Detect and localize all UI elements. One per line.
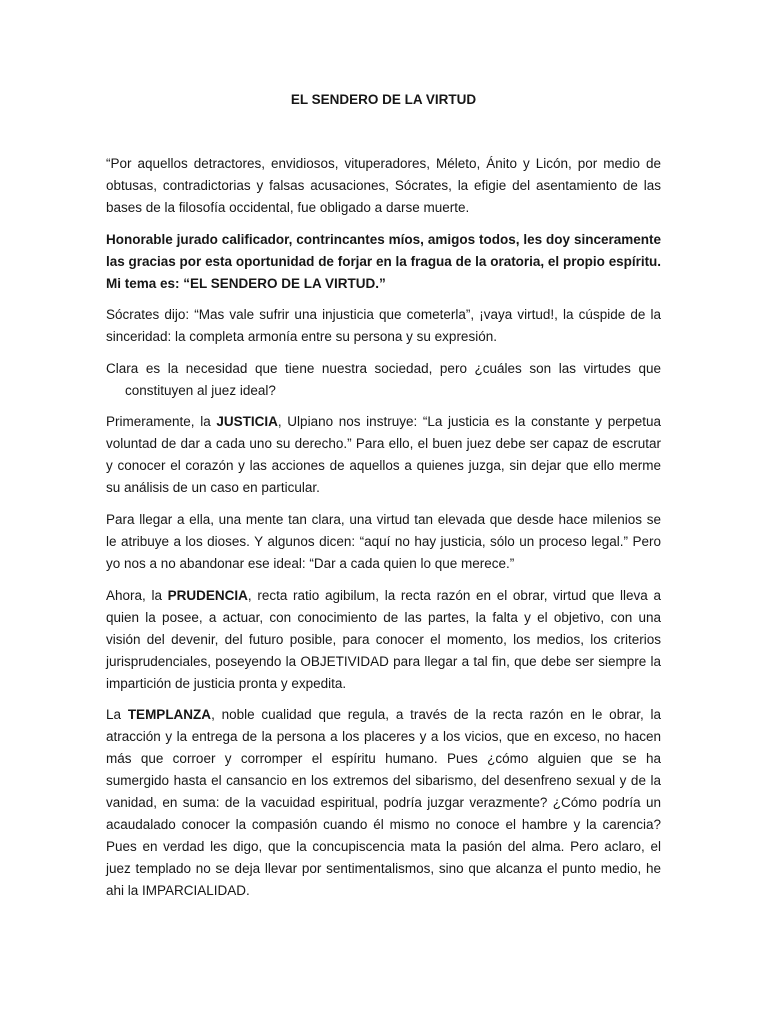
keyword-justicia: JUSTICIA <box>216 414 278 430</box>
text-line: su análisis de un caso en particular. <box>106 480 320 496</box>
text-line: y conocer el corazón y las acciones de aquellos a quienes juzga, sin dejar que ello merme <box>106 458 661 474</box>
text-line: Pues en verdad les digo, que la concupiscencia mata la pasión del alma. Pero aclaro, el <box>106 839 661 855</box>
paragraph-intro-quote <box>106 153 661 219</box>
text-line: Para llegar a ella, una mente tan clara, una virtud tan elevada que desde hace milenios se <box>106 511 661 527</box>
text-line: atracción y la entrega de la persona a los placeres y a los vicios, que en exceso, no hacen <box>106 729 661 745</box>
text-line: Sócrates dijo: “Mas vale sufrir una injusticia que cometerla”, ¡vaya virtud!, la cúspide de la <box>106 307 661 323</box>
text-line: bases de la filosofía occidental, fue obligado a darse muerte. <box>106 200 470 215</box>
text-line: visión del devenir, del futuro posible, para conocer el momento, los medios, los criterios <box>106 631 661 647</box>
text-line: “Por aquellos detractores, envidiosos, vituperadores, Méleto, Ánito y Licón, por medio de <box>106 156 661 171</box>
keyword-templanza: TEMPLANZA <box>127 707 212 723</box>
paragraph-question <box>106 358 661 402</box>
text-line: voluntad de dar a cada uno su derecho.” Para ello, el buen juez debe ser capaz de escrutar <box>106 436 661 452</box>
text-line: sinceridad: la completa armonía entre su persona y su expresión. <box>106 329 497 345</box>
text-line: juez templado no se deja llevar por sentimentalismos, sino que alcanza el punto medio, he <box>106 861 661 877</box>
paragraph-prudencia <box>106 585 661 695</box>
text-line: las gracias por esta oportunidad de forjar en la fragua de la oratoria, el propio espíritu. <box>106 253 661 269</box>
text-line: constituyen al juez ideal? <box>125 382 276 398</box>
text-line <box>106 585 661 607</box>
text-line <box>106 704 661 726</box>
paragraph-socrates <box>106 304 661 348</box>
paragraph-salutation <box>106 229 661 295</box>
text-line: sumergido hasta el cansancio en los extremos del sibarismo, del desenfreno sexual y de la <box>106 773 661 789</box>
text-line: obtusas, contradictorias y falsas acusaciones, Sócrates, la efigie del asentamiento de las <box>106 178 661 193</box>
text-run: , recta ratio agibilum, la recta razón en el obrar, virtud que lleva a <box>247 587 661 603</box>
paragraph-templanza <box>106 704 661 902</box>
document-title: EL SENDERO DE LA VIRTUD <box>290 92 477 107</box>
text-run: , Ulpiano nos instruye: “La justicia es la constante y perpetua <box>277 414 661 430</box>
text-line: Clara es la necesidad que tiene nuestra sociedad, pero ¿cuáles son las virtudes que <box>106 360 661 376</box>
text-run: Ahora, la <box>106 587 168 603</box>
text-line <box>106 411 661 433</box>
text-line: más que corroer y corromper el espíritu humano. Pues ¿cómo alguien que se ha <box>106 751 661 767</box>
text-line: jurisprudenciales, poseyendo la OBJETIVIDAD para llegar a tal fin, que debe ser siempre la <box>106 653 661 669</box>
text-line: quien la posee, a actuar, con conocimiento de las partes, la falta y el objetivo, con una <box>106 609 661 625</box>
text-run: , noble cualidad que regula, a través de la recta razón en le obrar, la <box>211 707 661 723</box>
text-line: vanidad, en suma: de la vacuidad espiritual, podría juzgar verazmente? ¿Cómo podría un <box>106 795 661 811</box>
text-run: La <box>106 707 128 723</box>
text-line: yo nos a no abandonar ese ideal: “Dar a cada quien lo que merece.” <box>106 555 515 571</box>
text-line: Mi tema es: “EL SENDERO DE LA VIRTUD.” <box>106 275 386 291</box>
paragraph-justicia <box>106 411 661 499</box>
text-line: acaudalado conocer la compasión cuando él mismo no conoce el hambre y la carencia? <box>106 817 661 833</box>
keyword-prudencia: PRUDENCIA <box>167 587 248 603</box>
paragraph-ideal <box>106 509 661 575</box>
text-line: ahi la IMPARCIALIDAD. <box>106 883 250 899</box>
text-line: impartición de justicia pronta y expedita. <box>106 675 347 691</box>
text-run: Primeramente, la <box>106 414 217 430</box>
text-line: le atribuye a los dioses. Y algunos dicen: “aquí no hay justicia, sólo un proceso legal.” Pero <box>106 533 661 549</box>
document-page <box>106 89 661 912</box>
text-line: Honorable jurado calificador, contrincantes míos, amigos todos, les doy sinceramente <box>106 231 661 247</box>
